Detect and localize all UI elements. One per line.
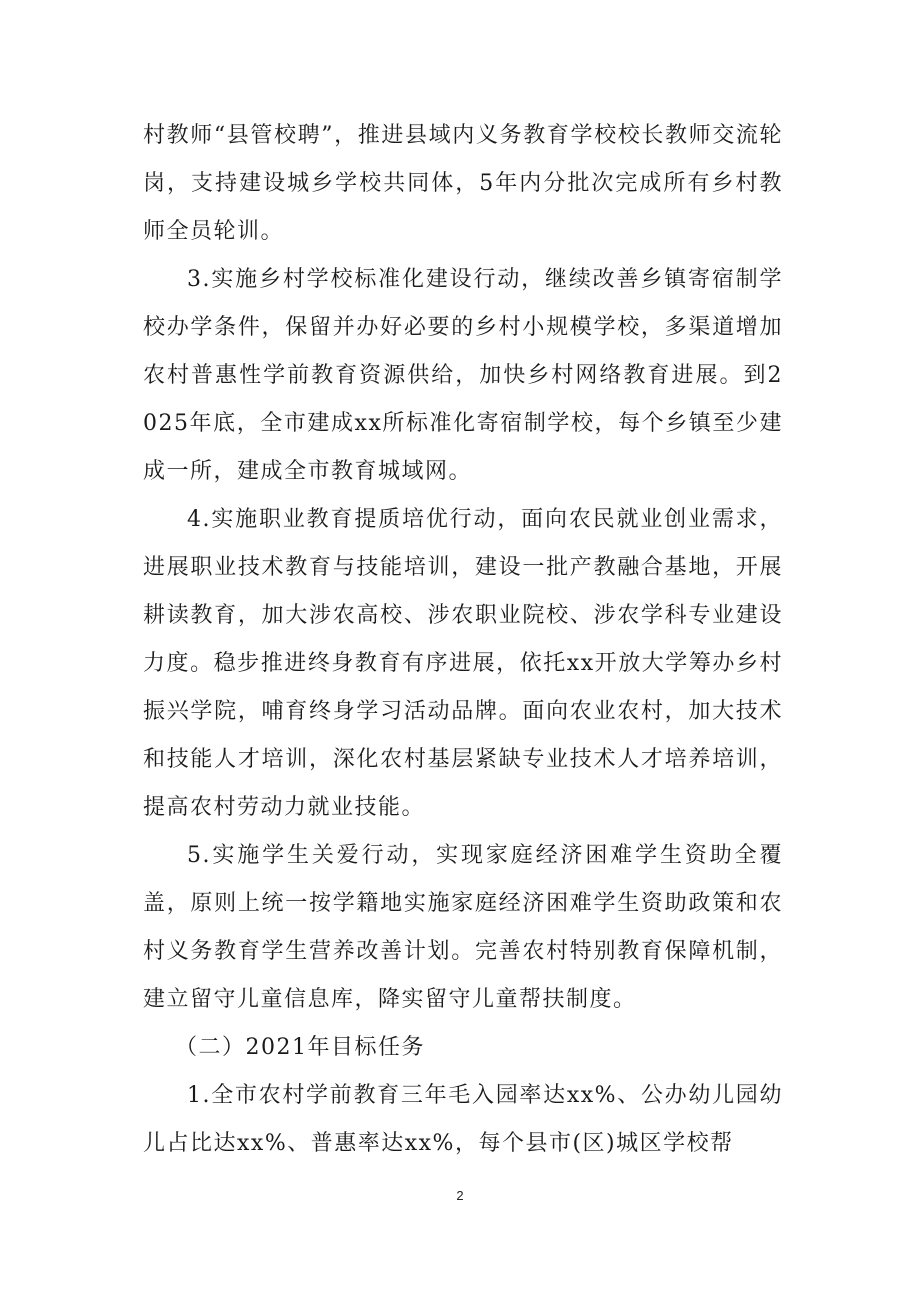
- paragraph-continuation: 村教师“县管校聘”，推进县域内义务教育学校校长教师交流轮岗，支持建设城乡学校共同体，5年内分批次完成所有乡村教师全员轮训。: [143, 123, 783, 244]
- paragraph-target-1: 1.全市农村学前教育三年毛入园率达xx%、公办幼儿园幼儿占比达xx%、普惠率达xx%，每个县市(区)城区学校帮: [143, 1083, 783, 1156]
- paragraph-item-4: 4.实施职业教育提质培优行动，面向农民就业创业需求，进展职业技术教育与技能培训，建设一批产教融合基地，开展耕读教育，加大涉农高校、涉农职业院校、涉农学科专业建设力度。稳步推进终身教育有序进展，依托xx开放大学筹办乡村振兴学院，哺育终身学习活动品牌。面向农业农村，加大技术和技能人才培训，深化农村基层紧缺专业技术人才培养培训，提高农村劳动力就业技能。: [143, 507, 783, 820]
- section-heading: （二）2021年目标任务: [175, 1035, 425, 1060]
- document-body: [143, 112, 783, 1168]
- paragraph-item-3: 3.实施乡村学校标准化建设行动，继续改善乡镇寄宿制学校办学条件，保留并办好必要的乡村小规模学校，多渠道增加农村普惠性学前教育资源供给，加快乡村网络教育进展。到2025年底，全市建成xx所标准化寄宿制学校，每个乡镇至少建成一所，建成全市教育城域网。: [143, 267, 783, 484]
- page-number: 2: [456, 1188, 464, 1203]
- paragraph-item-5: 5.实施学生关爱行动，实现家庭经济困难学生资助全覆盖，原则上统一按学籍地实施家庭经济困难学生资助政策和农村义务教育学生营养改善计划。完善农村特别教育保障机制，建立留守儿童信息库，降实留守儿童帮扶制度。: [143, 843, 783, 1012]
